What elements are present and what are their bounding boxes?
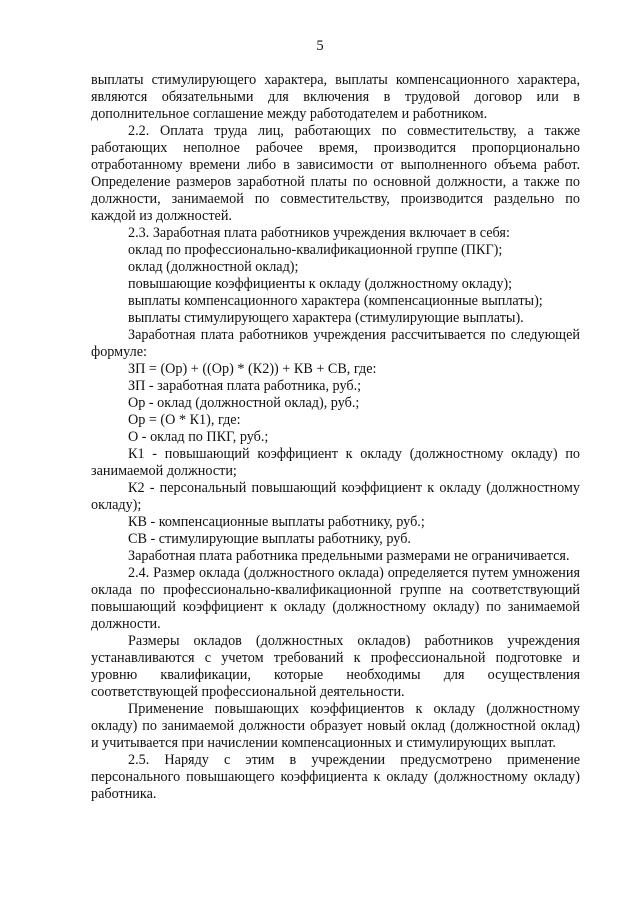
page-number: 5 [316, 38, 324, 54]
paragraph-22: Применение повышающих коэффициентов к окладу (должностному окладу) по занимаемой должности образует новый оклад (должностной оклад) и учитывается при начислении компенсационных и стимулирующих выплат. [91, 701, 580, 751]
paragraph-2: 2.2. Оплата труда лиц, работающих по совместительству, а также работающих неполное рабочее время, производится пропорционально отработанному времени либо в зависимости от выполненного объема работ. Определение размеров заработной платы по основной должности, а также по должности, занимаемой по совместительству, производится раздельно по каждой из должностей. [91, 123, 580, 224]
paragraph-11: ЗП - заработная плата работника, руб.; [128, 378, 362, 394]
paragraph-18: СВ - стимулирующие выплаты работнику, руб. [128, 531, 411, 547]
paragraph-19: Заработная плата работника предельными размерами не ограничивается. [128, 548, 570, 564]
paragraph-21: Размеры окладов (должностных окладов) работников учреждения устанавливаются с учетом требований к профессиональной подготовке и уровню квалификации, которые необходимы для осуществления соответствующей профессиональной деятельности. [91, 633, 580, 700]
paragraph-16: К2 - персональный повышающий коэффициент к окладу (должностному окладу); [91, 480, 580, 513]
paragraph-7: выплаты компенсационного характера (компенсационные выплаты); [128, 293, 543, 309]
paragraph-6: повышающие коэффициенты к окладу (должностному окладу); [128, 276, 513, 292]
paragraph-5: оклад (должностной оклад); [128, 259, 299, 275]
paragraph-20: 2.4. Размер оклада (должностного оклада) определяется путем умножения оклада по профессионально-квалификационной группе на соответствующий повышающий коэффициент к окладу (должностному окладу) по занимаемой должности. [91, 565, 580, 632]
paragraph-10: ЗП = (Ор) + ((Ор) * (К2)) + КВ + СВ, где: [128, 361, 377, 377]
document-body [91, 72, 580, 803]
paragraph-4: оклад по профессионально-квалификационной группе (ПКГ); [128, 242, 503, 258]
paragraph-8: выплаты стимулирующего характера (стимулирующие выплаты). [128, 310, 524, 326]
paragraph-17: КВ - компенсационные выплаты работнику, руб.; [128, 514, 425, 530]
paragraph-9: Заработная плата работников учреждения рассчитывается по следующей формуле: [91, 327, 580, 360]
paragraph-13: Ор = (О * К1), где: [128, 412, 241, 428]
paragraph-15: К1 - повышающий коэффициент к окладу (должностному окладу) по занимаемой должности; [91, 446, 580, 479]
paragraph-3: 2.3. Заработная плата работников учреждения включает в себя: [128, 225, 510, 241]
paragraph-1: выплаты стимулирующего характера, выплаты компенсационного характера, являются обязательными для включения в трудовой договор или в дополнительное соглашение между работодателем и работником. [91, 72, 580, 122]
paragraph-12: Ор - оклад (должностной оклад), руб.; [128, 395, 360, 411]
paragraph-14: О - оклад по ПКГ, руб.; [128, 429, 269, 445]
paragraph-23: 2.5. Наряду с этим в учреждении предусмотрено применение персонального повышающего коэффициента к окладу (должностному окладу) работника. [91, 752, 580, 802]
